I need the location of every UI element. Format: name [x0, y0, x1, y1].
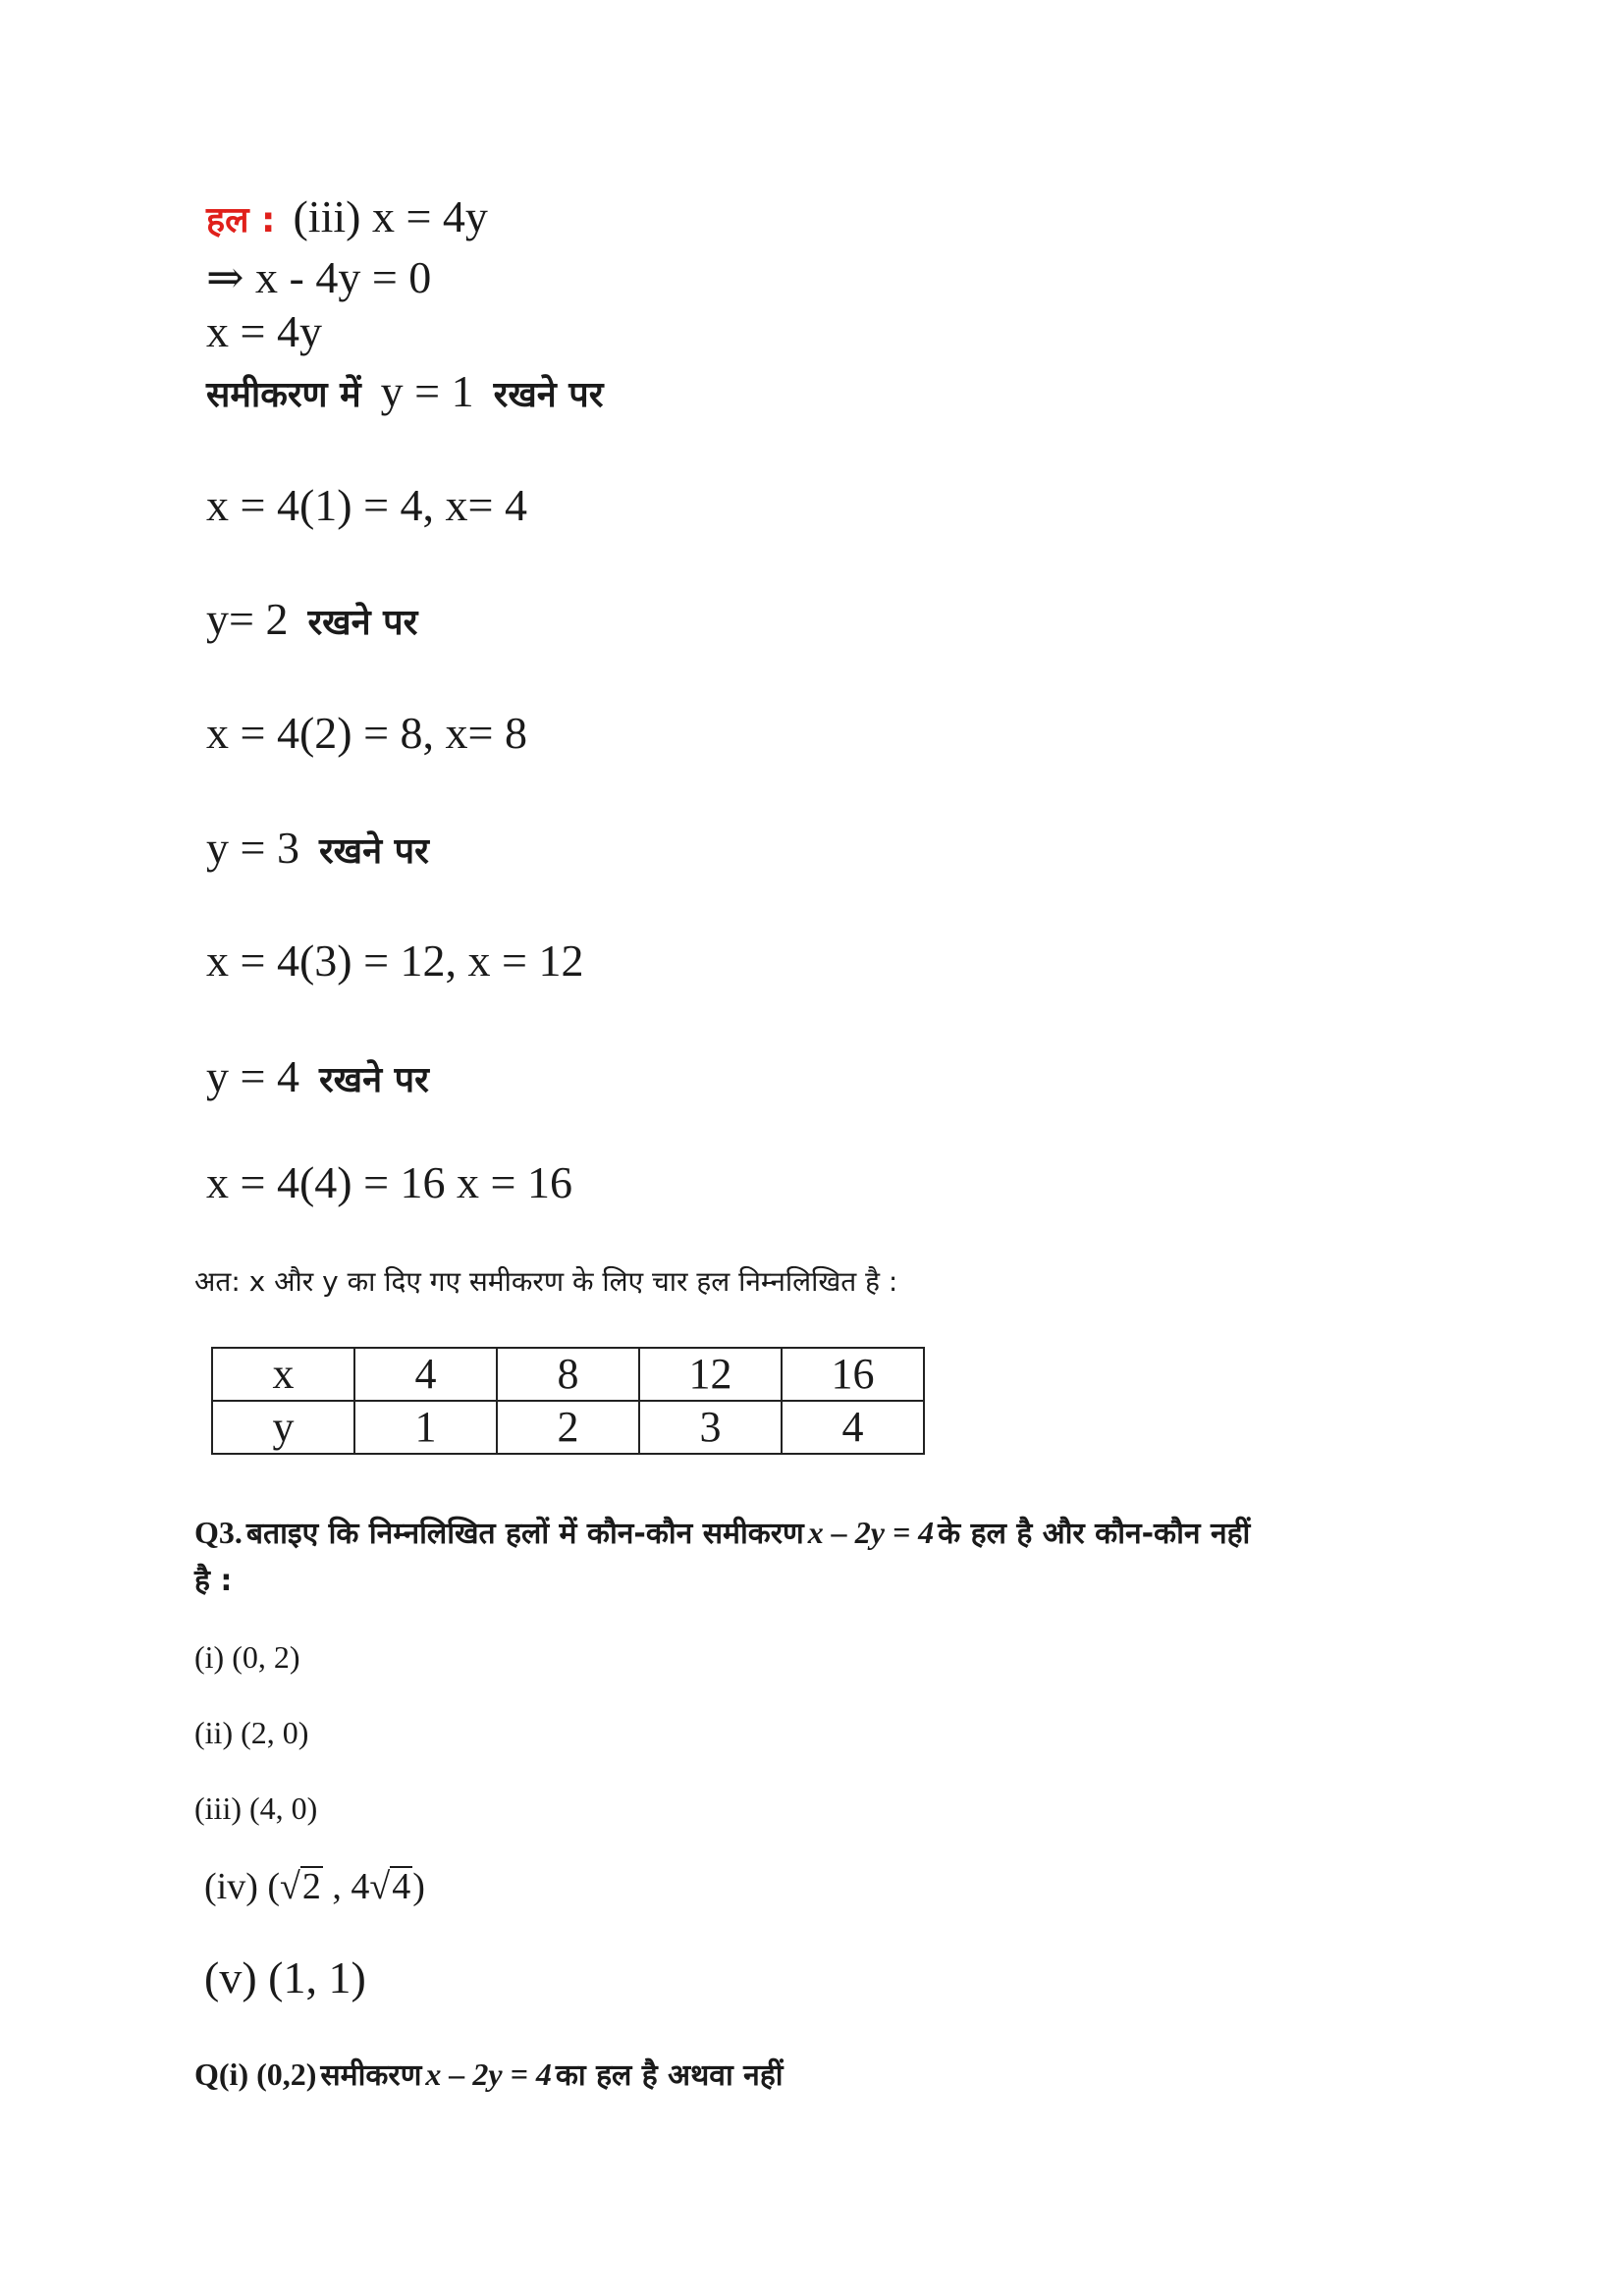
x1-line: x = 4(1) = 4, x= 4: [206, 480, 527, 530]
q3-text-before: बताइए कि निम्नलिखित हलों में कौन-कौन समीकरण: [245, 1517, 804, 1551]
qi-equation: x – 2y = 4: [425, 2056, 552, 2092]
option-iii: (iii) (4, 0): [194, 1790, 318, 1826]
qi-label: Q(i) (0,2): [194, 2056, 317, 2092]
solution-heading: [206, 190, 488, 242]
x2-line: x = 4(2) = 8, x= 8: [206, 708, 527, 758]
option-ii: (ii) (2, 0): [194, 1715, 309, 1750]
put-y2-eq: y= 2: [206, 594, 289, 644]
qi-text-before: समीकरण: [320, 2058, 422, 2093]
put-y1-prefix: समीकरण में: [206, 375, 361, 415]
solution-first-line: (iii) x = 4y: [293, 191, 488, 241]
put-y2-line: [206, 593, 417, 645]
put-y1-line: [206, 365, 603, 417]
q3-heading: [194, 1512, 1250, 1552]
table-cell: 3: [639, 1401, 782, 1454]
put-y1-suffix: रखने पर: [493, 375, 604, 415]
q3-equation: x – 2y = 4: [807, 1515, 935, 1550]
option-iv: [204, 1865, 425, 1908]
put-y4-eq: y = 4: [206, 1051, 299, 1101]
implies-line: ⇒ x - 4y = 0: [206, 252, 432, 302]
table-cell: 16: [782, 1348, 924, 1401]
option-v: (v) (1, 1): [204, 1952, 366, 2002]
q3-text-after: के हल है और कौन-कौन नहीं: [938, 1517, 1251, 1551]
table-row: [212, 1348, 924, 1401]
conclusion-text: अत: x और y का दिए गए समीकरण के लिए चार हल निम्नलिखित है :: [194, 1265, 898, 1298]
x4-line: x = 4(4) = 16 x = 16: [206, 1157, 572, 1207]
option-iv-root2: 4: [392, 1866, 411, 1907]
option-iv-prefix: (iv) (: [204, 1866, 281, 1907]
option-iv-mid: , 4: [322, 1866, 370, 1907]
table-cell: 4: [782, 1401, 924, 1454]
solutions-table: [211, 1347, 925, 1455]
q3-text-line2: है :: [194, 1564, 233, 1598]
table-cell: 1: [354, 1401, 497, 1454]
x-equals-line: x = 4y: [206, 306, 322, 356]
sqrt-sign: √: [369, 1866, 391, 1907]
option-iv-root1: 2: [301, 1866, 321, 1907]
put-y3-suffix: रखने पर: [318, 831, 429, 872]
put-y3-eq: y = 3: [206, 823, 299, 873]
qi-text-after: का हल है अथवा नहीं: [555, 2058, 784, 2093]
option-i: (i) (0, 2): [194, 1639, 300, 1675]
put-y3-line: [206, 822, 429, 874]
put-y4-line: [206, 1050, 429, 1102]
put-y4-suffix: रखने पर: [318, 1060, 429, 1100]
table-cell: 12: [639, 1348, 782, 1401]
table-cell: 8: [497, 1348, 639, 1401]
table-cell: 2: [497, 1401, 639, 1454]
x3-line: x = 4(3) = 12, x = 12: [206, 935, 584, 986]
option-iv-suffix: ): [412, 1866, 425, 1907]
sqrt-sign: √: [280, 1866, 300, 1907]
put-y2-suffix: रखने पर: [307, 603, 418, 643]
qi-heading: [194, 2054, 784, 2094]
table-cell: 4: [354, 1348, 497, 1401]
table-row: [212, 1401, 924, 1454]
table-cell: x: [212, 1348, 354, 1401]
table-cell: y: [212, 1401, 354, 1454]
q3-label: Q3.: [194, 1515, 243, 1550]
solution-label: हल :: [206, 200, 276, 240]
put-y1-eq: y = 1: [380, 366, 474, 416]
